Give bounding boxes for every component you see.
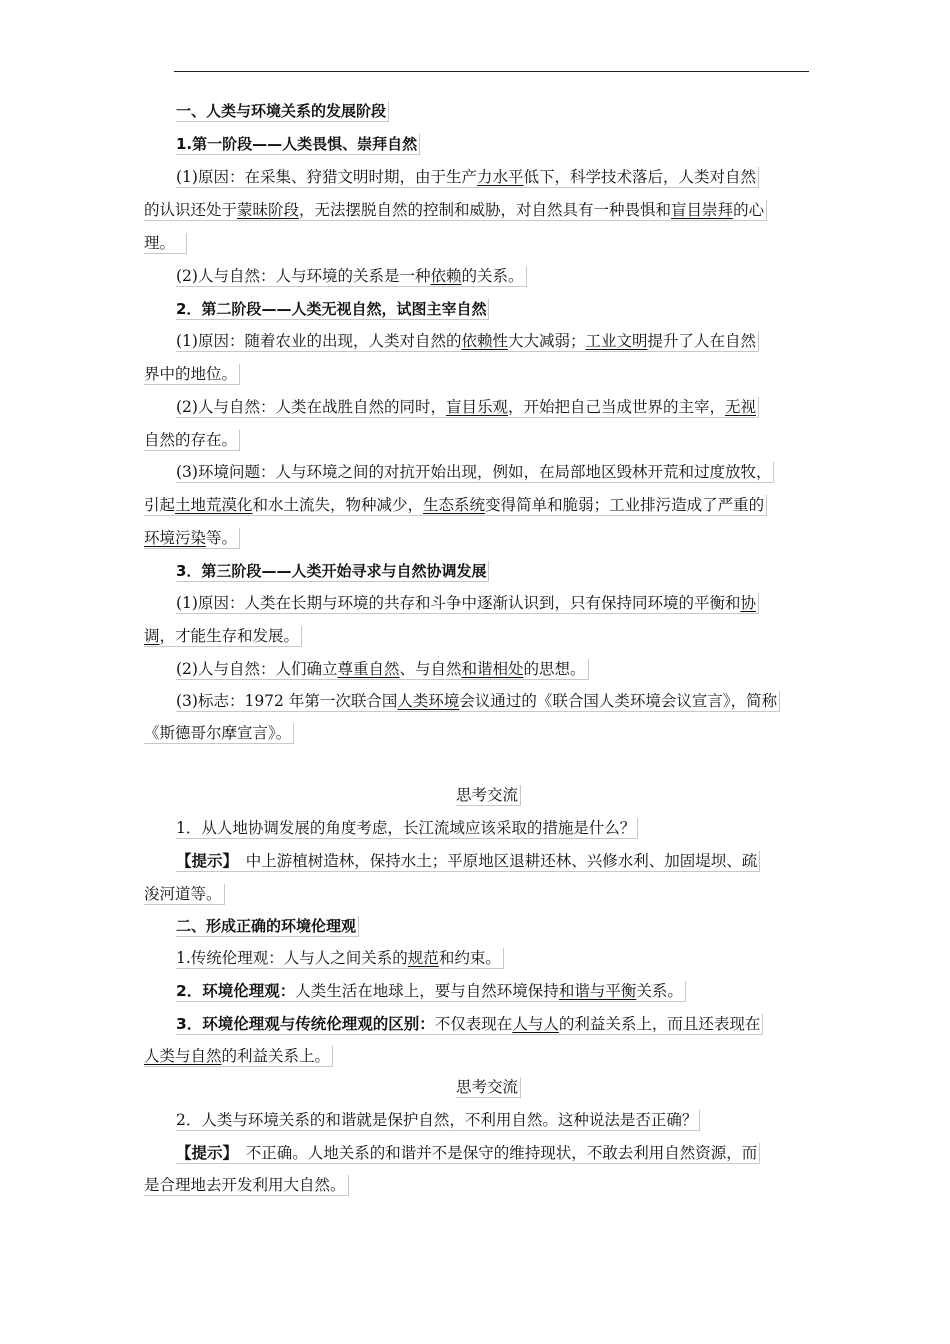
traditional-ethics: 1.传统伦理观：人与人之间关系的规范和约束。 xyxy=(176,948,504,969)
stage-3-mark-line-1: (3)标志：1972 年第一次联合国人类环境会议通过的《联合国人类环境会议宣言》，简称 xyxy=(176,691,780,712)
stage-2-relation-line-1: (2)人与自然：人类在战胜自然的同时，盲目乐观，开始把自己当成世界的主宰，无视 xyxy=(176,397,759,418)
stage-2-problem-line-2: 引起土地荒漠化和水土流失，物种减少，生态系统变得简单和脆弱；工业排污造成了严重的 xyxy=(144,495,767,516)
stage-2-reason-line-2: 界中的地位。 xyxy=(144,364,240,385)
stage-2-reason-line-1: (1)原因：随着农业的出现，人类对自然的依赖性大大减弱；工业文明提升了人在自然 xyxy=(176,331,759,352)
stage-2-title: 2．第二阶段——人类无视自然，试图主宰自然 xyxy=(176,299,489,320)
stage-3-mark-line-2: 《斯德哥尔摩宣言》。 xyxy=(144,723,294,744)
stage-3-relation: (2)人与自然：人们确立尊重自然、与自然和谐相处的思想。 xyxy=(176,659,589,680)
hint-1-line-1: 【提示】 中上游植树造林，保持水土；平原地区退耕还林、兴修水利、加固堤坝、疏 xyxy=(176,851,760,872)
stage-3-reason-line-2: 调，才能生存和发展。 xyxy=(144,626,302,647)
stage-1-relation: (2)人与自然：人与环境的关系是一种依赖的关系。 xyxy=(176,266,527,287)
header-rule xyxy=(174,71,809,72)
stage-1-reason-line-3: 理。 xyxy=(144,233,187,254)
stage-2-problem-line-1: (3)环境问题：人与环境之间的对抗开始出现，例如，在局部地区毁林开荒和过度放牧， xyxy=(176,462,774,483)
ethics-difference-line-2: 人类与自然的利益关系上。 xyxy=(144,1046,333,1067)
think-heading-2: 思考交流 xyxy=(456,1077,521,1098)
section-1-title: 一、人类与环境关系的发展阶段 xyxy=(176,101,389,122)
hint-2-line-2: 是合理地去开发利用大自然。 xyxy=(144,1175,349,1196)
environmental-ethics: 2．环境伦理观：人类生活在地球上，要与自然环境保持和谐与平衡关系。 xyxy=(176,981,686,1002)
think-question-2: 2．人类与环境关系的和谐就是保护自然，不利用自然。这种说法是否正确？ xyxy=(176,1110,700,1131)
hint-1-line-2: 浚河道等。 xyxy=(144,884,225,905)
stage-3-reason-line-1: (1)原因：人类在长期与环境的共存和斗争中逐渐认识到，只有保持同环境的平衡和协 xyxy=(176,593,759,614)
stage-1-title: 1.第一阶段——人类畏惧、崇拜自然 xyxy=(176,134,420,155)
stage-3-title: 3．第三阶段——人类开始寻求与自然协调发展 xyxy=(176,561,489,582)
stage-1-reason-line-1: (1)原因：在采集、狩猎文明时期，由于生产力水平低下，科学技术落后，人类对自然 xyxy=(176,167,759,188)
think-question-1: 1．从人地协调发展的角度考虑，长江流域应该采取的措施是什么？ xyxy=(176,818,638,839)
hint-2-line-1: 【提示】 不正确。人地关系的和谐并不是保守的维持现状，不敢去利用自然资源，而 xyxy=(176,1143,760,1164)
think-heading-1: 思考交流 xyxy=(456,785,521,806)
stage-1-reason-line-2: 的认识还处于蒙昧阶段，无法摆脱自然的控制和威胁，对自然具有一种畏惧和盲目崇拜的心 xyxy=(144,200,767,221)
section-2-title: 二、形成正确的环境伦理观 xyxy=(176,916,359,937)
stage-2-relation-line-2: 自然的存在。 xyxy=(144,430,240,451)
stage-2-problem-line-3: 环境污染等。 xyxy=(144,528,240,549)
ethics-difference-line-1: 3．环境伦理观与传统伦理观的区别：不仅表现在人与人的利益关系上，而且还表现在 xyxy=(176,1014,763,1035)
